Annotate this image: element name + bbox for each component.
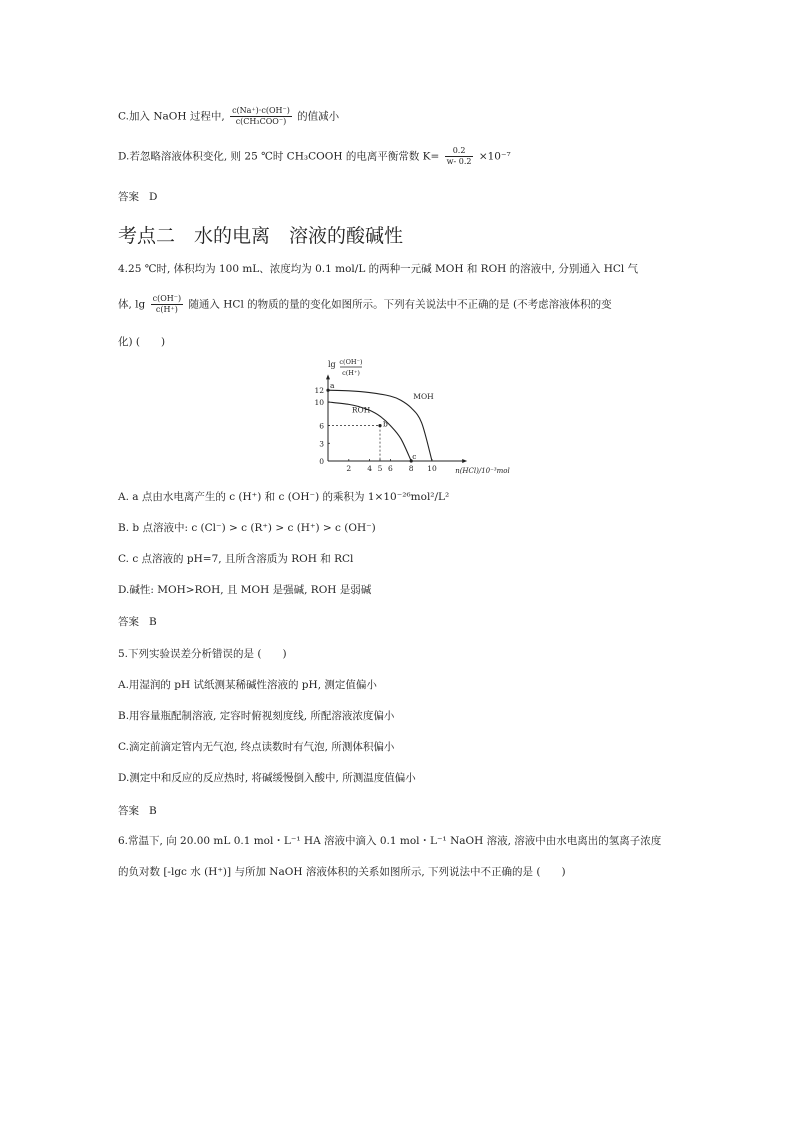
fraction-numerator: c(Na⁺)·c(OH⁻) [232,106,290,115]
q5-option-d: D.测定中和反应的反应热时, 将碱缓慢倒入酸中, 所测温度值偏小 [118,772,416,784]
x-tick-label: 2 [346,464,352,473]
q3-option-c-text: C.加入 NaOH 过程中, [118,110,225,123]
q4-stem-line3: 化) ( ) [118,336,166,348]
answer-value: B [149,616,157,628]
y-tick-label: 10 [314,398,324,407]
q4-option-d: D.碱性: MOH>ROH, 且 MOH 是强碱, ROH 是弱碱 [118,584,372,596]
y-axis-label-numerator: c(OH⁻) [339,358,363,366]
point-label-b: b [383,419,388,429]
q3-option-d-suffix: ×10⁻⁷ [478,150,511,163]
y-tick-label: 6 [319,421,324,431]
q3-option-d-fraction [445,146,474,167]
y-axis-label-denominator: c(H⁺) [342,369,360,377]
q3-answer [118,189,157,204]
section-heading: 考点二 水的电离 溶液的酸碱性 [118,225,404,247]
x-axis-arrow [462,459,467,463]
q4-option-c: C. c 点溶液的 pH=7, 且所含溶质为 ROH 和 RCl [118,553,354,565]
x-tick-label: 4 [367,464,372,473]
q4-stem-line1: 4.25 ℃时, 体积均为 100 mL、浓度均为 0.1 mol/L 的两种一元碱 MOH 和 ROH 的溶液中, 分别通入 HCl 气 [118,263,639,275]
answer-label: 答案 [118,616,139,628]
q3-option-c-fraction [230,106,292,127]
q3-option-d [118,146,511,167]
q5-option-a: A.用湿润的 pH 试纸测某稀碱性溶液的 pH, 测定值偏小 [118,679,377,691]
answer-value: B [149,805,157,817]
q6-stem-line2: 的负对数 [-lgc 水 (H⁺)] 与所加 NaOH 溶液体积的关系如图所示, 下列说法中不正确的是 ( ) [118,866,566,878]
y-axis-label-prefix: lg [328,360,336,369]
answer-label: 答案 [118,805,139,817]
series-label-moh: MOH [413,392,434,402]
x-tick-label: 6 [388,464,393,473]
fraction-denominator: c(H⁺) [155,305,178,314]
q3-option-c [118,106,339,127]
q5-option-b: B.用容量瓶配制溶液, 定容时俯视刻度线, 所配溶液浓度偏小 [118,710,395,722]
y-tick-label: 12 [314,386,324,396]
y-tick-label: 3 [319,439,324,449]
fraction-denominator: c(CH₃COO⁻) [235,117,287,126]
point-label-a: a [330,381,335,391]
fraction-numerator: 0.2 [445,146,474,157]
x-axis-label: n(HCl)/10⁻³mol [455,467,510,475]
q4-stem-suffix: 随通入 HCl 的物质的量的变化如图所示。下列有关说法中不正确的是 (不考虑溶液体积的变 [188,298,612,311]
point-b [378,424,381,427]
q4-stem-prefix: 体, lg [118,298,146,311]
q4-stem-fraction [151,294,183,315]
x-tick-label: 10 [427,464,437,473]
series-label-roh: ROH [351,405,371,415]
fraction-numerator: c(OH⁻) [152,294,182,303]
q4-option-b: B. b 点溶液中: c (Cl⁻) > c (R⁺) > c (H⁺) > c (OH⁻) [118,522,376,534]
q5-option-c: C.滴定前滴定管内无气泡, 终点读数时有气泡, 所测体积偏小 [118,741,395,753]
y-axis-arrow [326,374,330,379]
x-tick-label: 5 [377,464,383,473]
q5-answer [118,803,157,818]
x-tick-label: 8 [408,464,414,473]
q6-stem-line1: 6.常温下, 向 20.00 mL 0.1 mol・L⁻¹ HA 溶液中滴入 0.1 mol・L⁻¹ NaOH 溶液, 溶液中由水电离出的氢离子浓度 [118,835,662,847]
q3-option-d-text: D.若忽略溶液体积变化, 则 25 ℃时 CH₃COOH 的电离平衡常数 K= [118,150,440,163]
y-tick-label: 0 [319,457,324,466]
q3-option-c-suffix: 的值减小 [297,110,340,123]
q4-stem-line2 [118,294,612,315]
q4-answer [118,614,157,629]
q5-stem: 5.下列实验误差分析错误的是 ( ) [118,648,287,660]
q4-option-a: A. a 点由水电离产生的 c (H⁺) 和 c (OH⁻) 的乘积为 1×10⁻²⁶mol²/L² [118,491,450,503]
fraction-denominator: w- 0.2 [446,157,472,166]
point-label-c: c [412,452,417,461]
answer-value: D [149,191,158,203]
q4-chart [300,356,510,478]
answer-label: 答案 [118,191,139,203]
